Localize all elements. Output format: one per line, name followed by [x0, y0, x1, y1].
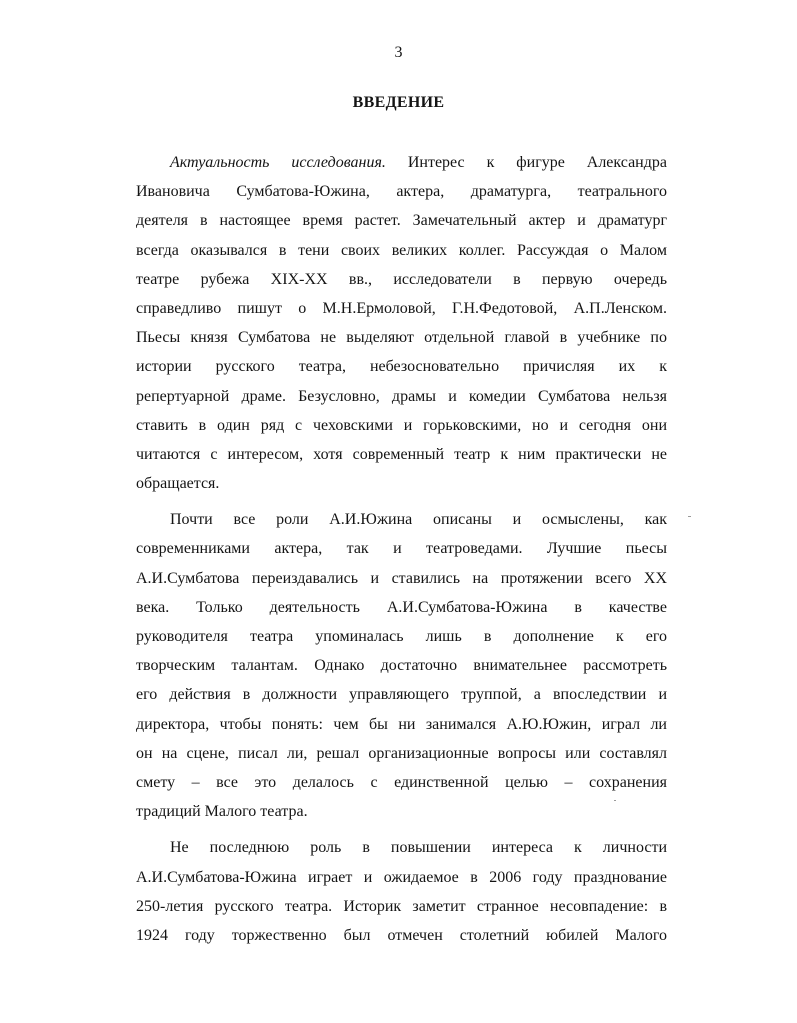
text-line: театре рубежа XIX-XX вв., исследователи в первую очередь — [136, 270, 667, 288]
text-line: современниками актера, так и театроведами. Лучшие пьесы — [136, 540, 667, 558]
scan-speck — [614, 800, 616, 801]
paragraph — [136, 148, 667, 498]
text-line: обращается. — [136, 475, 220, 493]
paragraph — [136, 833, 667, 950]
text-line-rest: Интерес к фигуре Александра — [385, 154, 667, 171]
paragraph — [136, 505, 667, 826]
scan-speck — [688, 516, 691, 517]
text-line: его действия в должности управляющего труппой, а впоследствии и — [136, 686, 667, 704]
text-line: Ивановича Сумбатова-Южина, актера, драматурга, театрального — [136, 183, 667, 201]
text-line: деятеля в настоящее время растет. Замечательный актер и драматург — [136, 212, 667, 230]
text-line: директора, чтобы понять: чем бы ни занимался А.Ю.Южин, играл ли — [136, 715, 667, 733]
text-line: читаются с интересом, хотя современный театр к ним практически не — [136, 445, 667, 463]
text-line: справедливо пишут о М.Н.Ермоловой, Г.Н.Федотовой, А.П.Ленском. — [136, 299, 667, 317]
text-line: творческим талантам. Однако достаточно внимательнее рассмотреть — [136, 657, 667, 675]
lead-in-phrase: Актуальность исследования. — [170, 154, 386, 171]
text-line: смету – все это делалось с единственной целью – сохранения — [136, 773, 667, 791]
text-line: Пьесы князя Сумбатова не выделяют отдельной главой в учебнике по — [136, 329, 667, 347]
text-line: традиций Малого театра. — [136, 803, 308, 821]
text-line: репертуарной драме. Безусловно, драмы и комедии Сумбатова нельзя — [136, 387, 667, 405]
text-line: 250-летия русского театра. Историк заметит странное несовпадение: в — [136, 897, 667, 915]
text-line: века. Только деятельность А.И.Сумбатова-Южина в качестве — [136, 598, 667, 616]
page-number: 3 — [394, 44, 403, 61]
text-line: всегда оказывался в тени своих великих коллег. Рассуждая о Малом — [136, 241, 667, 259]
body-text — [136, 148, 667, 950]
text-line: Не последнюю роль в повышении интереса к личности — [170, 839, 667, 857]
text-line: 1924 году торжественно был отмечен столетний юбилей Малого — [136, 926, 667, 944]
text-line: ставить в один ряд с чеховскими и горьковскими, но и сегодня они — [136, 416, 667, 434]
text-line: руководителя театра упоминалась лишь в дополнение к его — [136, 628, 667, 645]
text-line: истории русского театра, небезосновательно причисляя их к — [136, 358, 667, 376]
text-line: А.И.Сумбатова-Южина играет и ожидаемое в 2006 году празднование — [136, 868, 667, 886]
text-line: А.И.Сумбатова переиздавались и ставились на протяжении всего XX — [136, 569, 667, 587]
text-line — [136, 148, 667, 177]
text-line: Почти все роли А.И.Южина описаны и осмыслены, как — [170, 511, 667, 529]
section-heading: ВВЕДЕНИЕ — [352, 94, 445, 111]
text-line: он на сцене, писал ли, решал организационные вопросы или составлял — [136, 744, 667, 762]
